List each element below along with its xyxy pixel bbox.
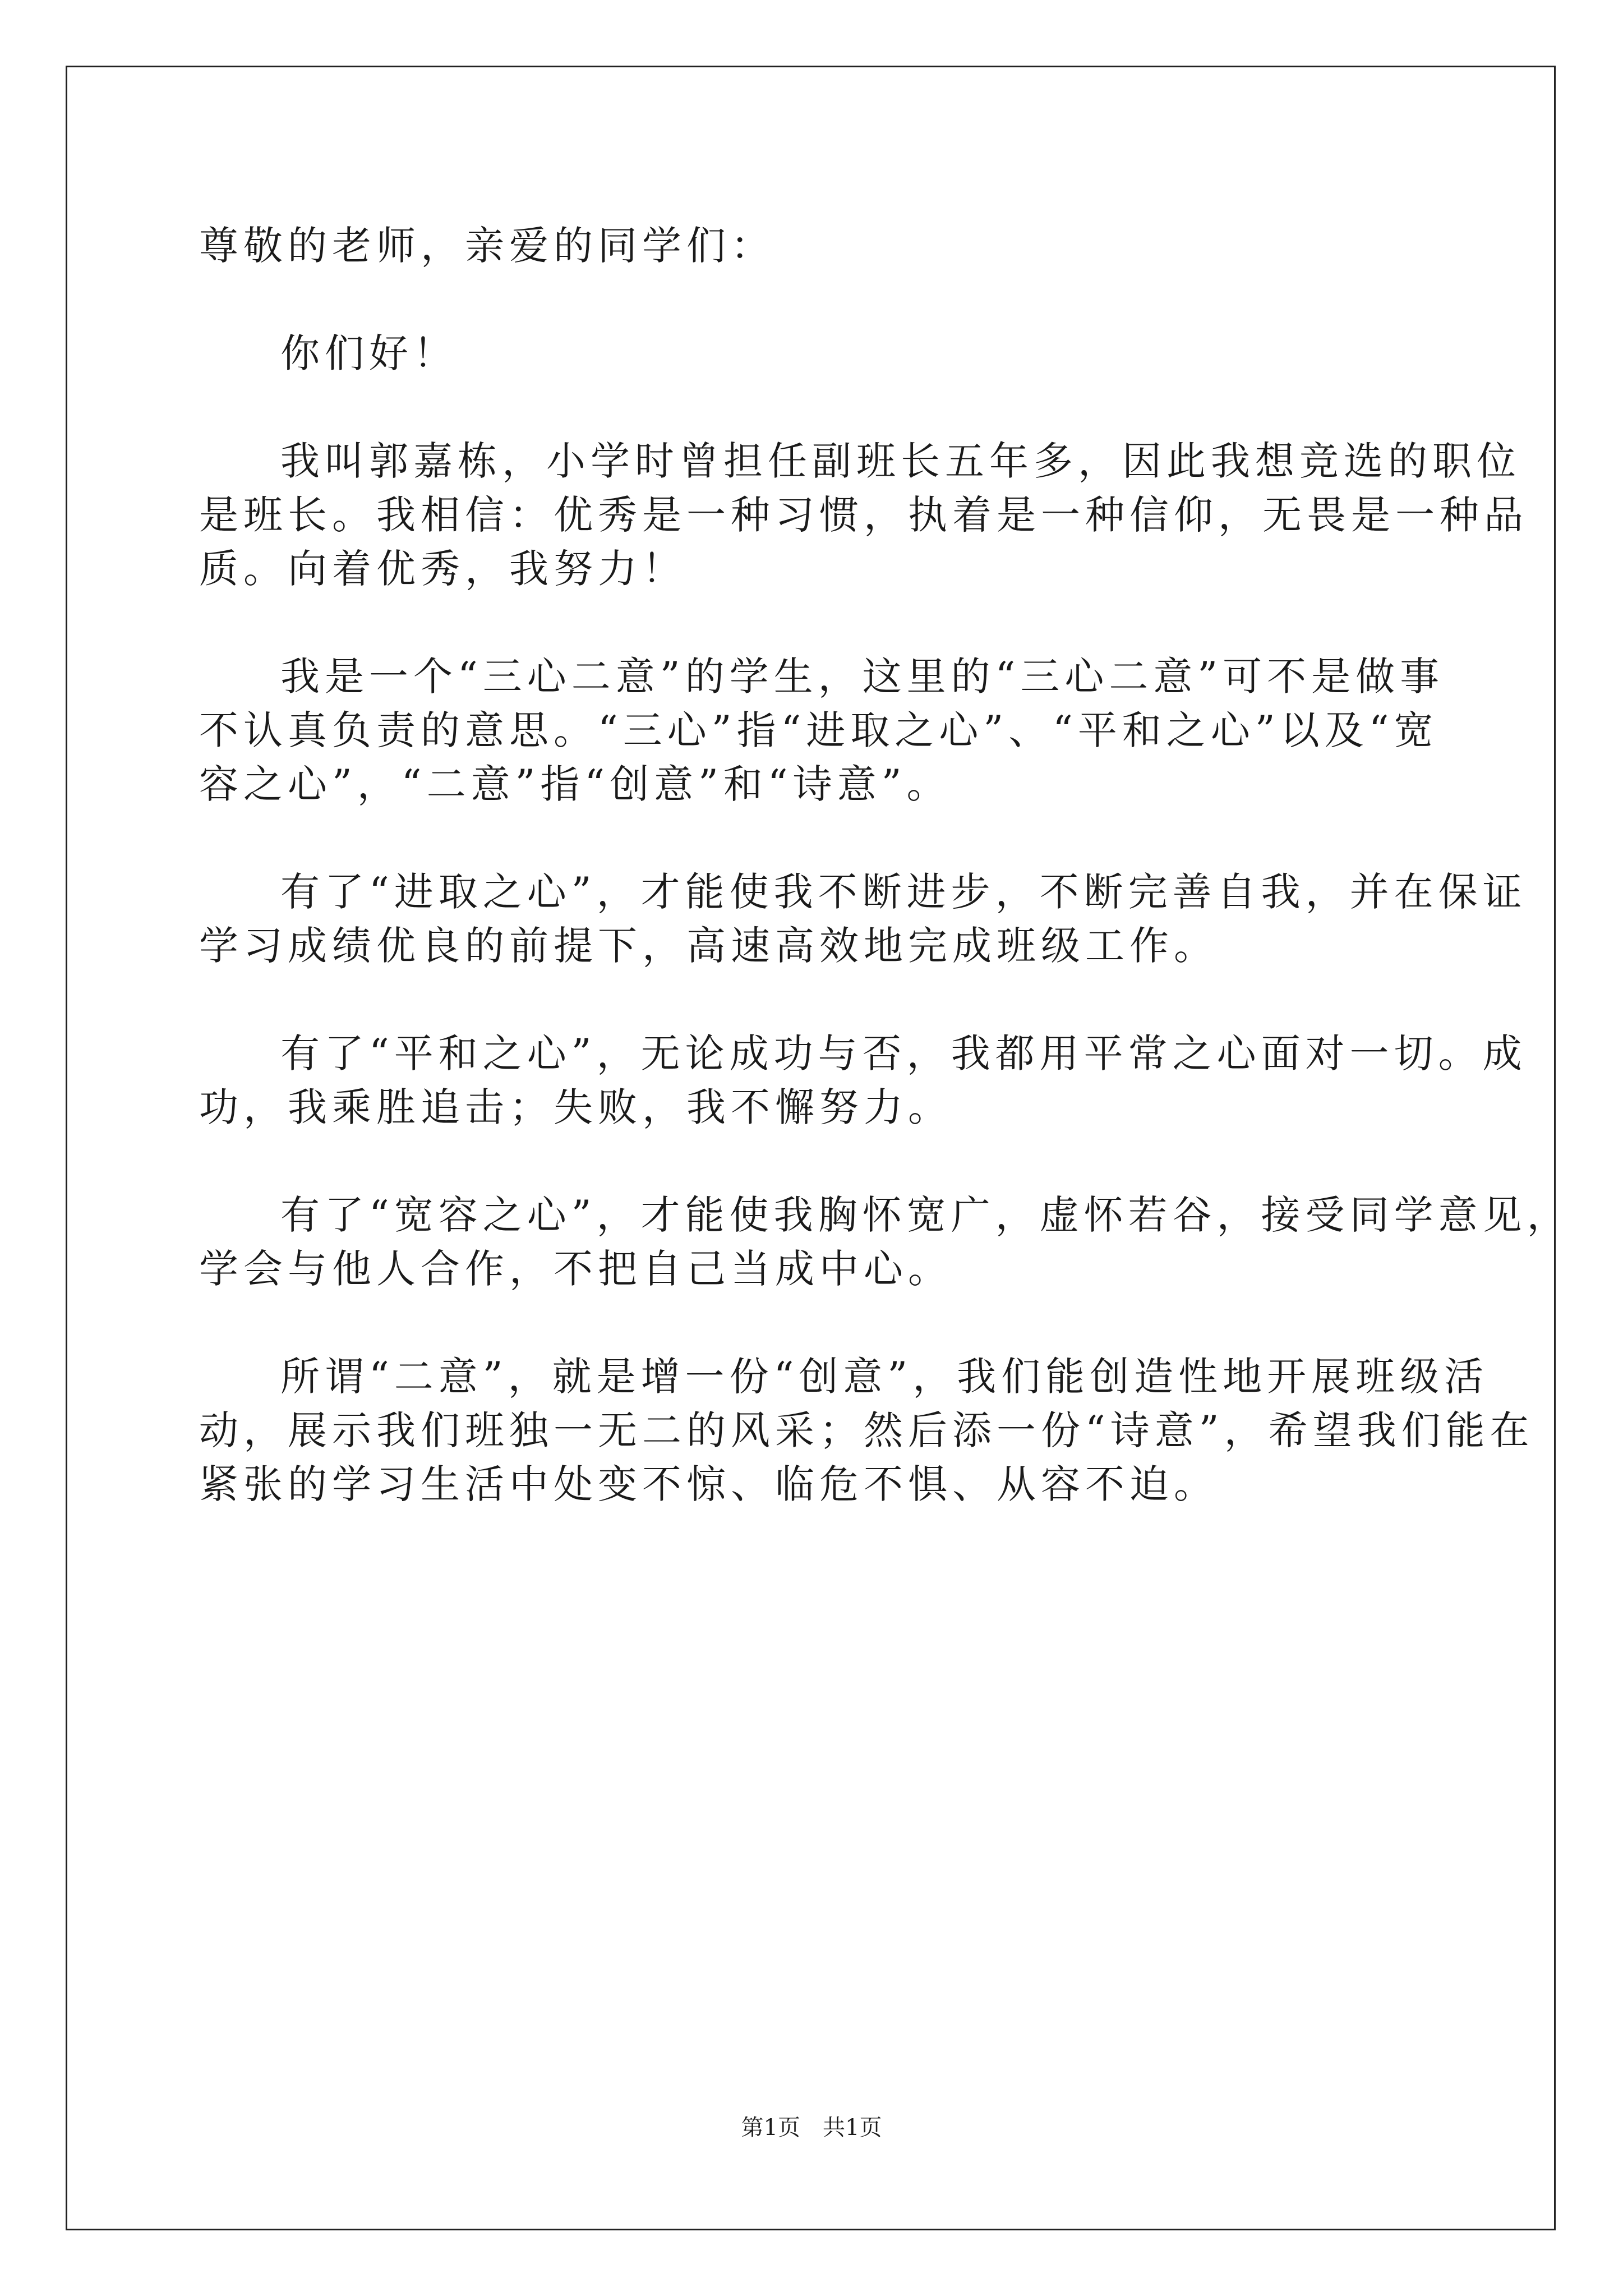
paragraph-line: 动，展示我们班独一无二的风采；然后添一份“诗意”，希望我们能在 [199, 1407, 1534, 1453]
page-number: 第1页 [741, 2115, 800, 2141]
paragraph-line: 我叫郭嘉栋，小学时曾担任副班长五年多，因此我想竞选的职位 [280, 438, 1521, 484]
paragraph-line: 学习成绩优良的前提下，高速高效地完成班级工作。 [199, 923, 1218, 969]
paragraph-line: 有了“进取之心”，才能使我不断进步，不断完善自我，并在保证 [280, 869, 1527, 915]
paragraph-line: 功，我乘胜追击；失败，我不懈努力。 [199, 1084, 952, 1130]
paragraph-line: 学会与他人合作，不把自己当成中心。 [199, 1246, 952, 1292]
greeting: 你们好！ [280, 330, 458, 376]
paragraph-line: 紧张的学习生活中处变不惊、临危不惧、从容不迫。 [199, 1461, 1218, 1507]
page-footer [0, 2114, 1623, 2142]
paragraph-line: 容之心”，“二意”指“创意”和“诗意”。 [199, 761, 951, 807]
salutation: 尊敬的老师，亲爱的同学们： [199, 223, 775, 269]
paragraph-line: 是班长。我相信：优秀是一种习惯，执着是一种信仰，无畏是一种品 [199, 492, 1528, 538]
document-body [199, 219, 1571, 1511]
paragraph-line: 所谓“二意”，就是增一份“创意”，我们能创造性地开展班级活 [280, 1354, 1489, 1400]
paragraph-line: 质。向着优秀，我努力！ [199, 546, 686, 592]
page-total: 共1页 [823, 2115, 882, 2141]
paragraph-line: 不认真负责的意思。“三心”指“进取之心”、“平和之心”以及“宽 [199, 707, 1438, 753]
paragraph-line: 有了“宽容之心”，才能使我胸怀宽广，虚怀若谷，接受同学意见， [280, 1192, 1571, 1238]
paragraph-line: 我是一个“三心二意”的学生，这里的“三心二意”可不是做事 [280, 654, 1445, 700]
paragraph-line: 有了“平和之心”，无论成功与否，我都用平常之心面对一切。成 [280, 1030, 1527, 1076]
